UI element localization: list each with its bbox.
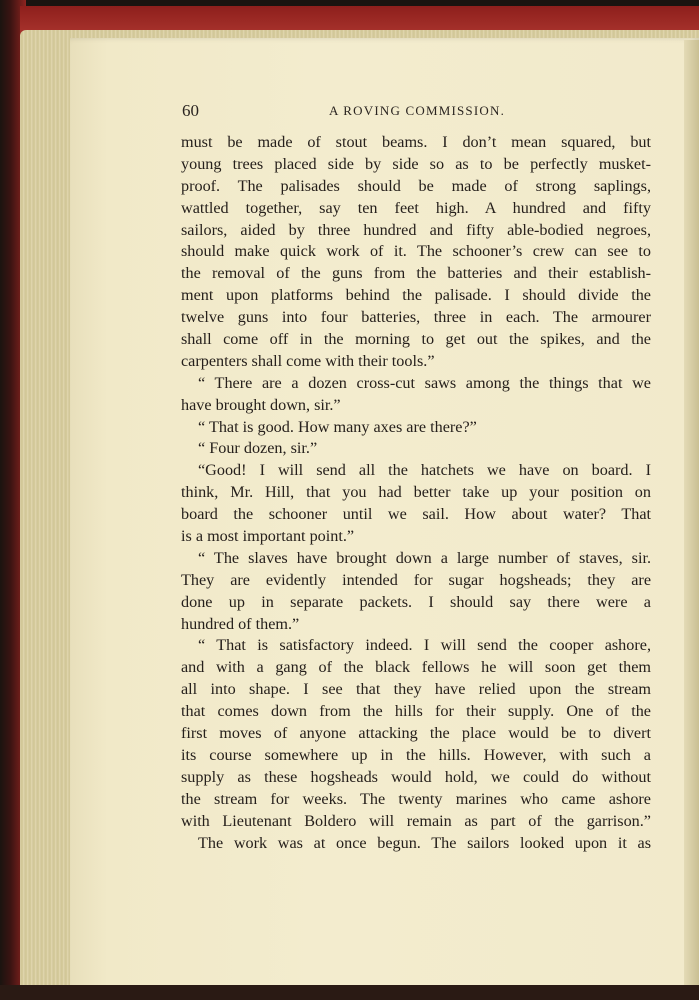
text-line: ment upon platforms behind the palisade. I should divide the: [181, 286, 651, 305]
text-line: “ That is good. How many axes are there?”: [198, 417, 477, 436]
text-line: carpenters shall come with their tools.”: [181, 351, 435, 370]
running-head: A ROVING COMMISSION.: [328, 103, 506, 118]
text-line: the removal of the guns from the batteries and their establish-: [181, 264, 651, 283]
text-line: have brought down, sir.”: [181, 395, 341, 414]
text-line: hundred of them.”: [181, 614, 300, 633]
text-line: should make quick work of it. The schooner’s crew can see to: [181, 242, 651, 261]
text-line: They are evidently intended for sugar hogsheads; they are: [181, 570, 651, 589]
text-line: “ Four dozen, sir.”: [198, 439, 318, 458]
text-line: young trees placed side by side so as to be perfectly musket-: [181, 154, 651, 173]
text-line: The work was at once begun. The sailors looked upon it as: [198, 833, 651, 852]
text-line: must be made of stout beams. I don’t mean squared, but: [181, 133, 651, 151]
text-line: that comes down from the hills for their supply. One of the: [181, 702, 651, 721]
text-line: twelve guns into four batteries, three in each. The armourer: [181, 308, 651, 327]
body-text: [181, 132, 651, 854]
text-line: “Good! I will send all the hatchets we have on board. I: [198, 461, 651, 480]
page-header: [182, 101, 652, 121]
book-cover-bottom: [0, 985, 699, 1000]
page-right-edge: [684, 40, 699, 990]
page-number: 60: [182, 101, 199, 120]
text-line: shall come off in the morning to get out the spikes, and the: [181, 330, 651, 349]
text-line: board the schooner until we sail. How about water? That: [181, 505, 651, 524]
text-line: supply as these hogsheads would hold, we could do without: [181, 767, 651, 786]
text-line: all into shape. I see that they have relied upon the stream: [181, 680, 651, 699]
text-line: and with a gang of the black fellows he will soon get them: [181, 658, 651, 677]
text-line: proof. The palisades should be made of strong saplings,: [181, 176, 651, 195]
text-line: “ The slaves have brought down a large number of staves, sir.: [198, 548, 651, 567]
text-line: its course somewhere up in the hills. However, with such a: [181, 745, 651, 764]
text-line: done up in separate packets. I should say there were a: [181, 592, 651, 611]
text-line: is a most important point.”: [181, 527, 355, 546]
text-line: sailors, aided by three hundred and fifty able-bodied negroes,: [181, 220, 651, 239]
text-line: the stream for weeks. The twenty marines who came ashore: [181, 789, 651, 808]
text-line: first moves of anyone attacking the place would be to divert: [181, 724, 651, 743]
text-line: “ That is satisfactory indeed. I will send the cooper ashore,: [198, 636, 651, 655]
text-line: with Lieutenant Boldero will remain as part of the garrison.”: [181, 811, 651, 830]
text-line: wattled together, say ten feet high. A hundred and fifty: [181, 198, 651, 217]
text-line: “ There are a dozen cross-cut saws among the things that we: [198, 373, 651, 392]
text-line: think, Mr. Hill, that you had better take up your position on: [181, 483, 651, 502]
